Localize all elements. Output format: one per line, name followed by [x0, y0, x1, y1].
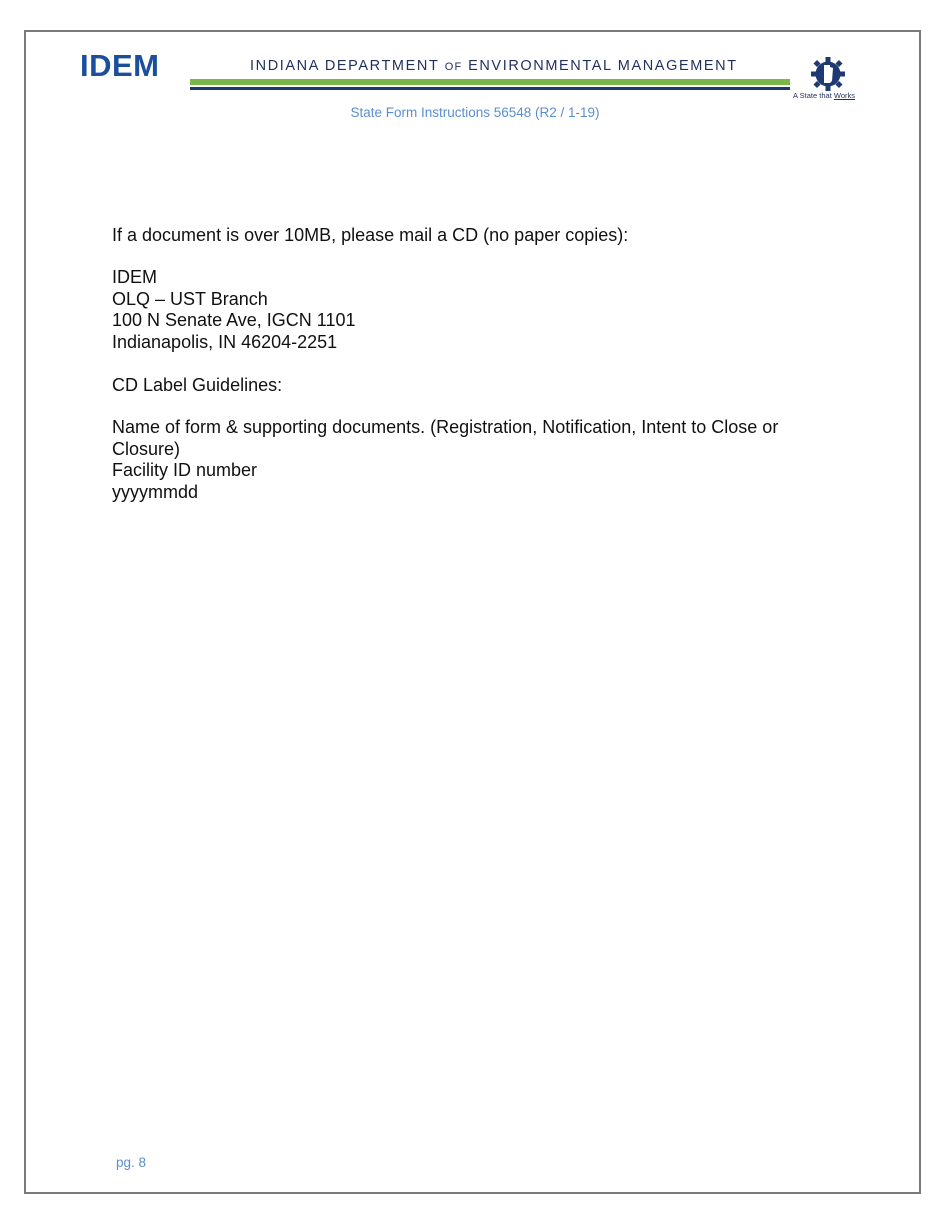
cd-guideline-line-1: Name of form & supporting documents. (Registration, Notification, Intent to Close or [112, 417, 779, 437]
agency-name-of: OF [444, 61, 463, 73]
mailing-address [112, 267, 356, 353]
cd-label-guidelines [112, 417, 778, 503]
page-number: pg. 8 [116, 1155, 147, 1170]
agency-name-part1: INDIANA DEPARTMENT [250, 58, 445, 74]
address-line-4: Indianapolis, IN 46204-2251 [112, 331, 338, 352]
form-id: State Form Instructions 56548 (R2 / 1-19) [350, 105, 600, 120]
seal-tagline-works: Works [833, 91, 855, 100]
cd-guideline-line-4: yyyymmdd [112, 481, 199, 502]
agency-name-part2: ENVIRONMENTAL MANAGEMENT [462, 58, 738, 74]
cd-label-heading: CD Label Guidelines: [112, 375, 283, 395]
intro-text: If a document is over 10MB, please mail a CD (no paper copies): [112, 225, 629, 245]
cd-guideline-line-3: Facility ID number [112, 460, 258, 480]
agency-name [250, 59, 738, 74]
header-rule-blue [190, 87, 790, 90]
seal-tagline-prefix: A State that [793, 91, 834, 100]
header-rule-green [190, 79, 790, 85]
cd-guideline-line-2: Closure) [112, 438, 181, 459]
seal-tagline [793, 92, 855, 100]
address-line-1: IDEM [112, 267, 157, 287]
address-line-2: OLQ – UST Branch [112, 288, 268, 309]
indiana-gear-seal-icon [808, 56, 848, 92]
page-border [24, 30, 921, 1194]
address-line-3: 100 N Senate Ave, IGCN 1101 [112, 310, 356, 330]
idem-logo: IDEM [80, 48, 160, 83]
